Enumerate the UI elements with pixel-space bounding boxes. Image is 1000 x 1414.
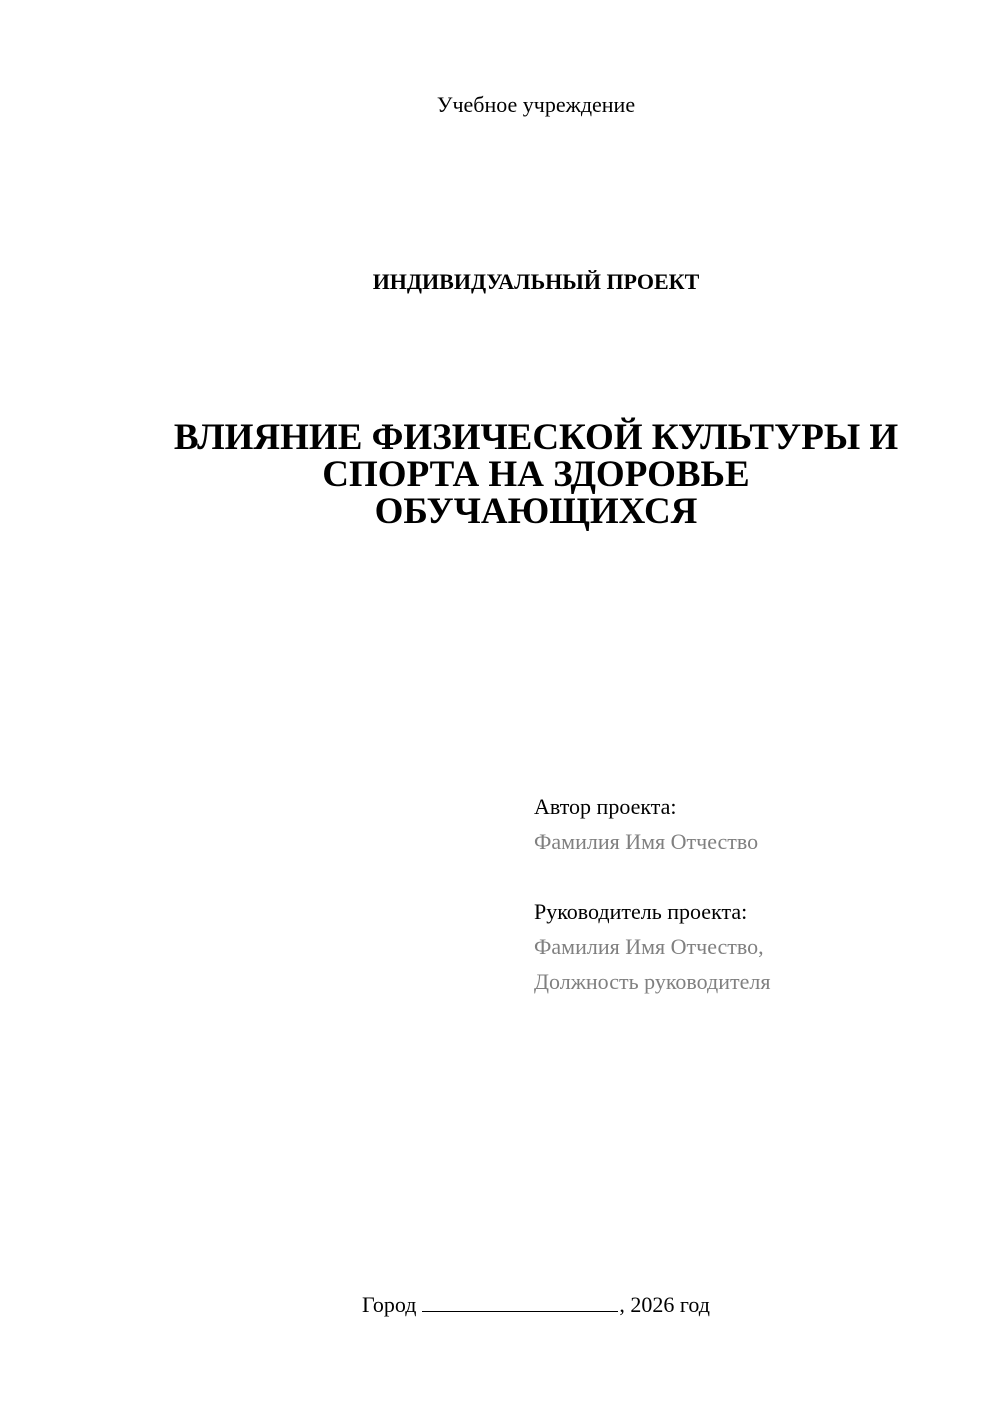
project-title xyxy=(140,419,932,530)
document-type: ИНДИВИДУАЛЬНЫЙ ПРОЕКТ xyxy=(372,269,700,294)
supervisor-position: Должность руководителя xyxy=(534,969,771,994)
author-name: Фамилия Имя Отчество xyxy=(534,829,759,854)
supervisor-name: Фамилия Имя Отчество, xyxy=(534,934,764,959)
project-title-line: СПОРТА НА ЗДОРОВЬЕ xyxy=(322,454,750,495)
project-title-line: ОБУЧАЮЩИХСЯ xyxy=(374,491,698,532)
author-label: Автор проекта: xyxy=(534,794,677,819)
city-year-footer xyxy=(0,1291,1000,1319)
supervisor-label: Руководитель проекта: xyxy=(534,899,748,924)
city-blank-line xyxy=(422,1291,618,1312)
info-spacer xyxy=(534,859,974,894)
city-label: Город xyxy=(362,1292,417,1317)
project-title-line: ВЛИЯНИЕ ФИЗИЧЕСКОЙ КУЛЬТУРЫ И xyxy=(173,417,899,458)
institution-name: Учебное учреждение xyxy=(436,92,636,117)
project-info xyxy=(534,789,974,999)
year-text: , 2026 год xyxy=(619,1292,710,1317)
